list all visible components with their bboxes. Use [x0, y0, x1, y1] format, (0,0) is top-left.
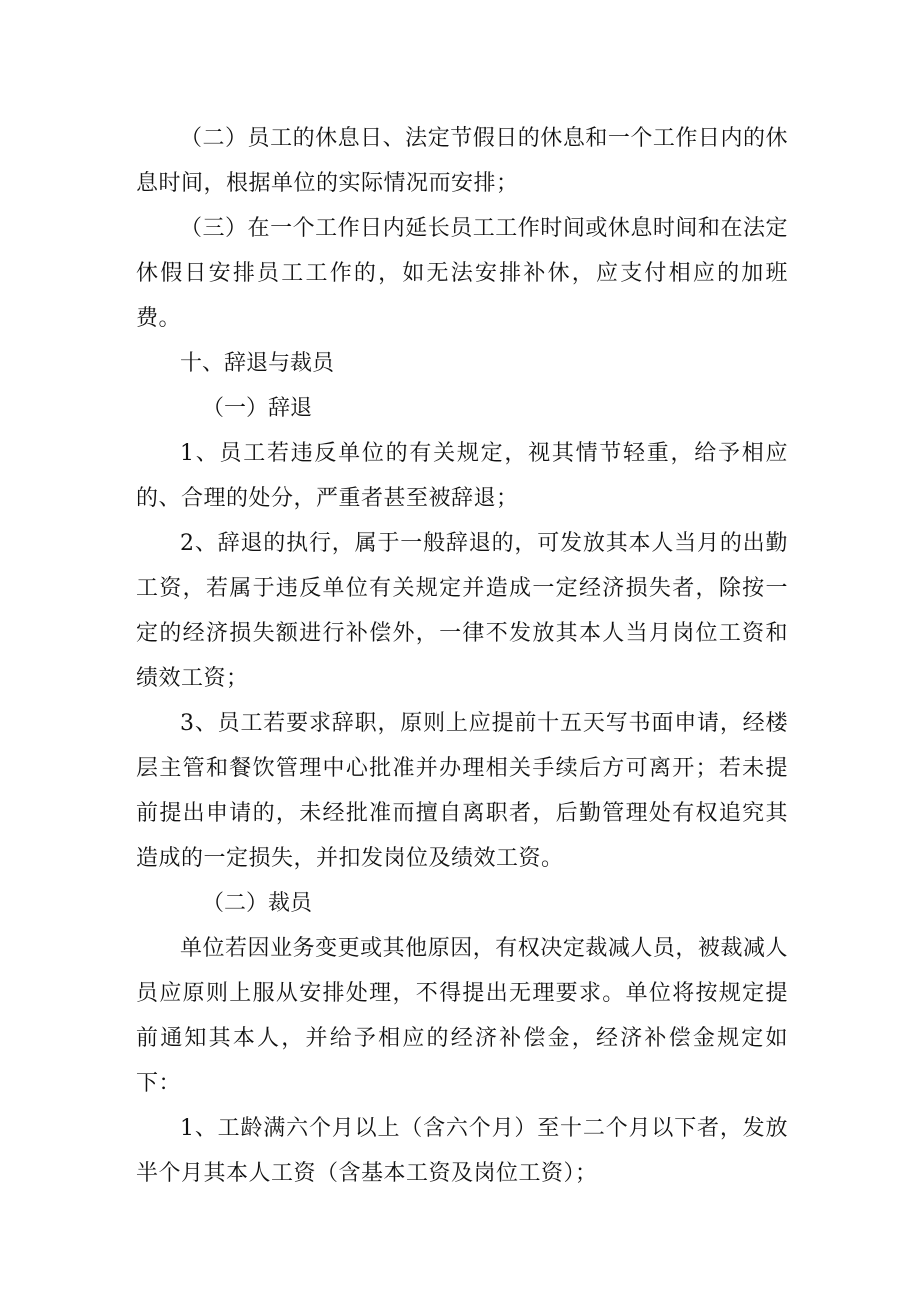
paragraph-overtime-pay: （三）在一个工作日内延长员工工作时间或休息时间和在法定休假日安排员工工作的，如无法安排补休，应支付相应的加班费。 — [136, 216, 788, 331]
paragraph-compensation-rule-1: 1、工龄满六个月以上（含六个月）至十二个月以下者，发放半个月其本人工资（含基本工资及岗位工资）； — [136, 1116, 788, 1186]
subsection-heading-dismissal: （一）辞退 — [202, 396, 313, 421]
paragraph-rest-schedule: （二）员工的休息日、法定节假日的休息和一个工作日内的休息时间，根据单位的实际情况而安排； — [136, 126, 788, 196]
paragraph-layoff-intro: 单位若因业务变更或其他原因，有权决定裁减人员，被裁减人员应原则上服从安排处理，不得提出无理要求。单位将按规定提前通知其本人，并给予相应的经济补偿金，经济补偿金规定如下： — [136, 936, 788, 1096]
paragraph-dismissal-rule-2: 2、辞退的执行，属于一般辞退的，可发放其本人当月的出勤工资，若属于违反单位有关规定并造成一定经济损失者，除按一定的经济损失额进行补偿外，一律不发放其本人当月岗位工资和绩效工资； — [136, 531, 788, 691]
subsection-heading-layoff: （二）裁员 — [202, 891, 313, 916]
document-page — [136, 116, 788, 1196]
paragraph-dismissal-rule-3: 3、员工若要求辞职，原则上应提前十五天写书面申请，经楼层主管和餐饮管理中心批准并办理相关手续后方可离开；若未提前提出申请的，未经批准而擅自离职者，后勤管理处有权追究其造成的一定损失，并扣发岗位及绩效工资。 — [136, 711, 788, 871]
section-heading-dismissal-layoff: 十、辞退与裁员 — [180, 351, 335, 376]
paragraph-dismissal-rule-1: 1、员工若违反单位的有关规定，视其情节轻重，给予相应的、合理的处分，严重者甚至被辞退； — [136, 441, 788, 511]
